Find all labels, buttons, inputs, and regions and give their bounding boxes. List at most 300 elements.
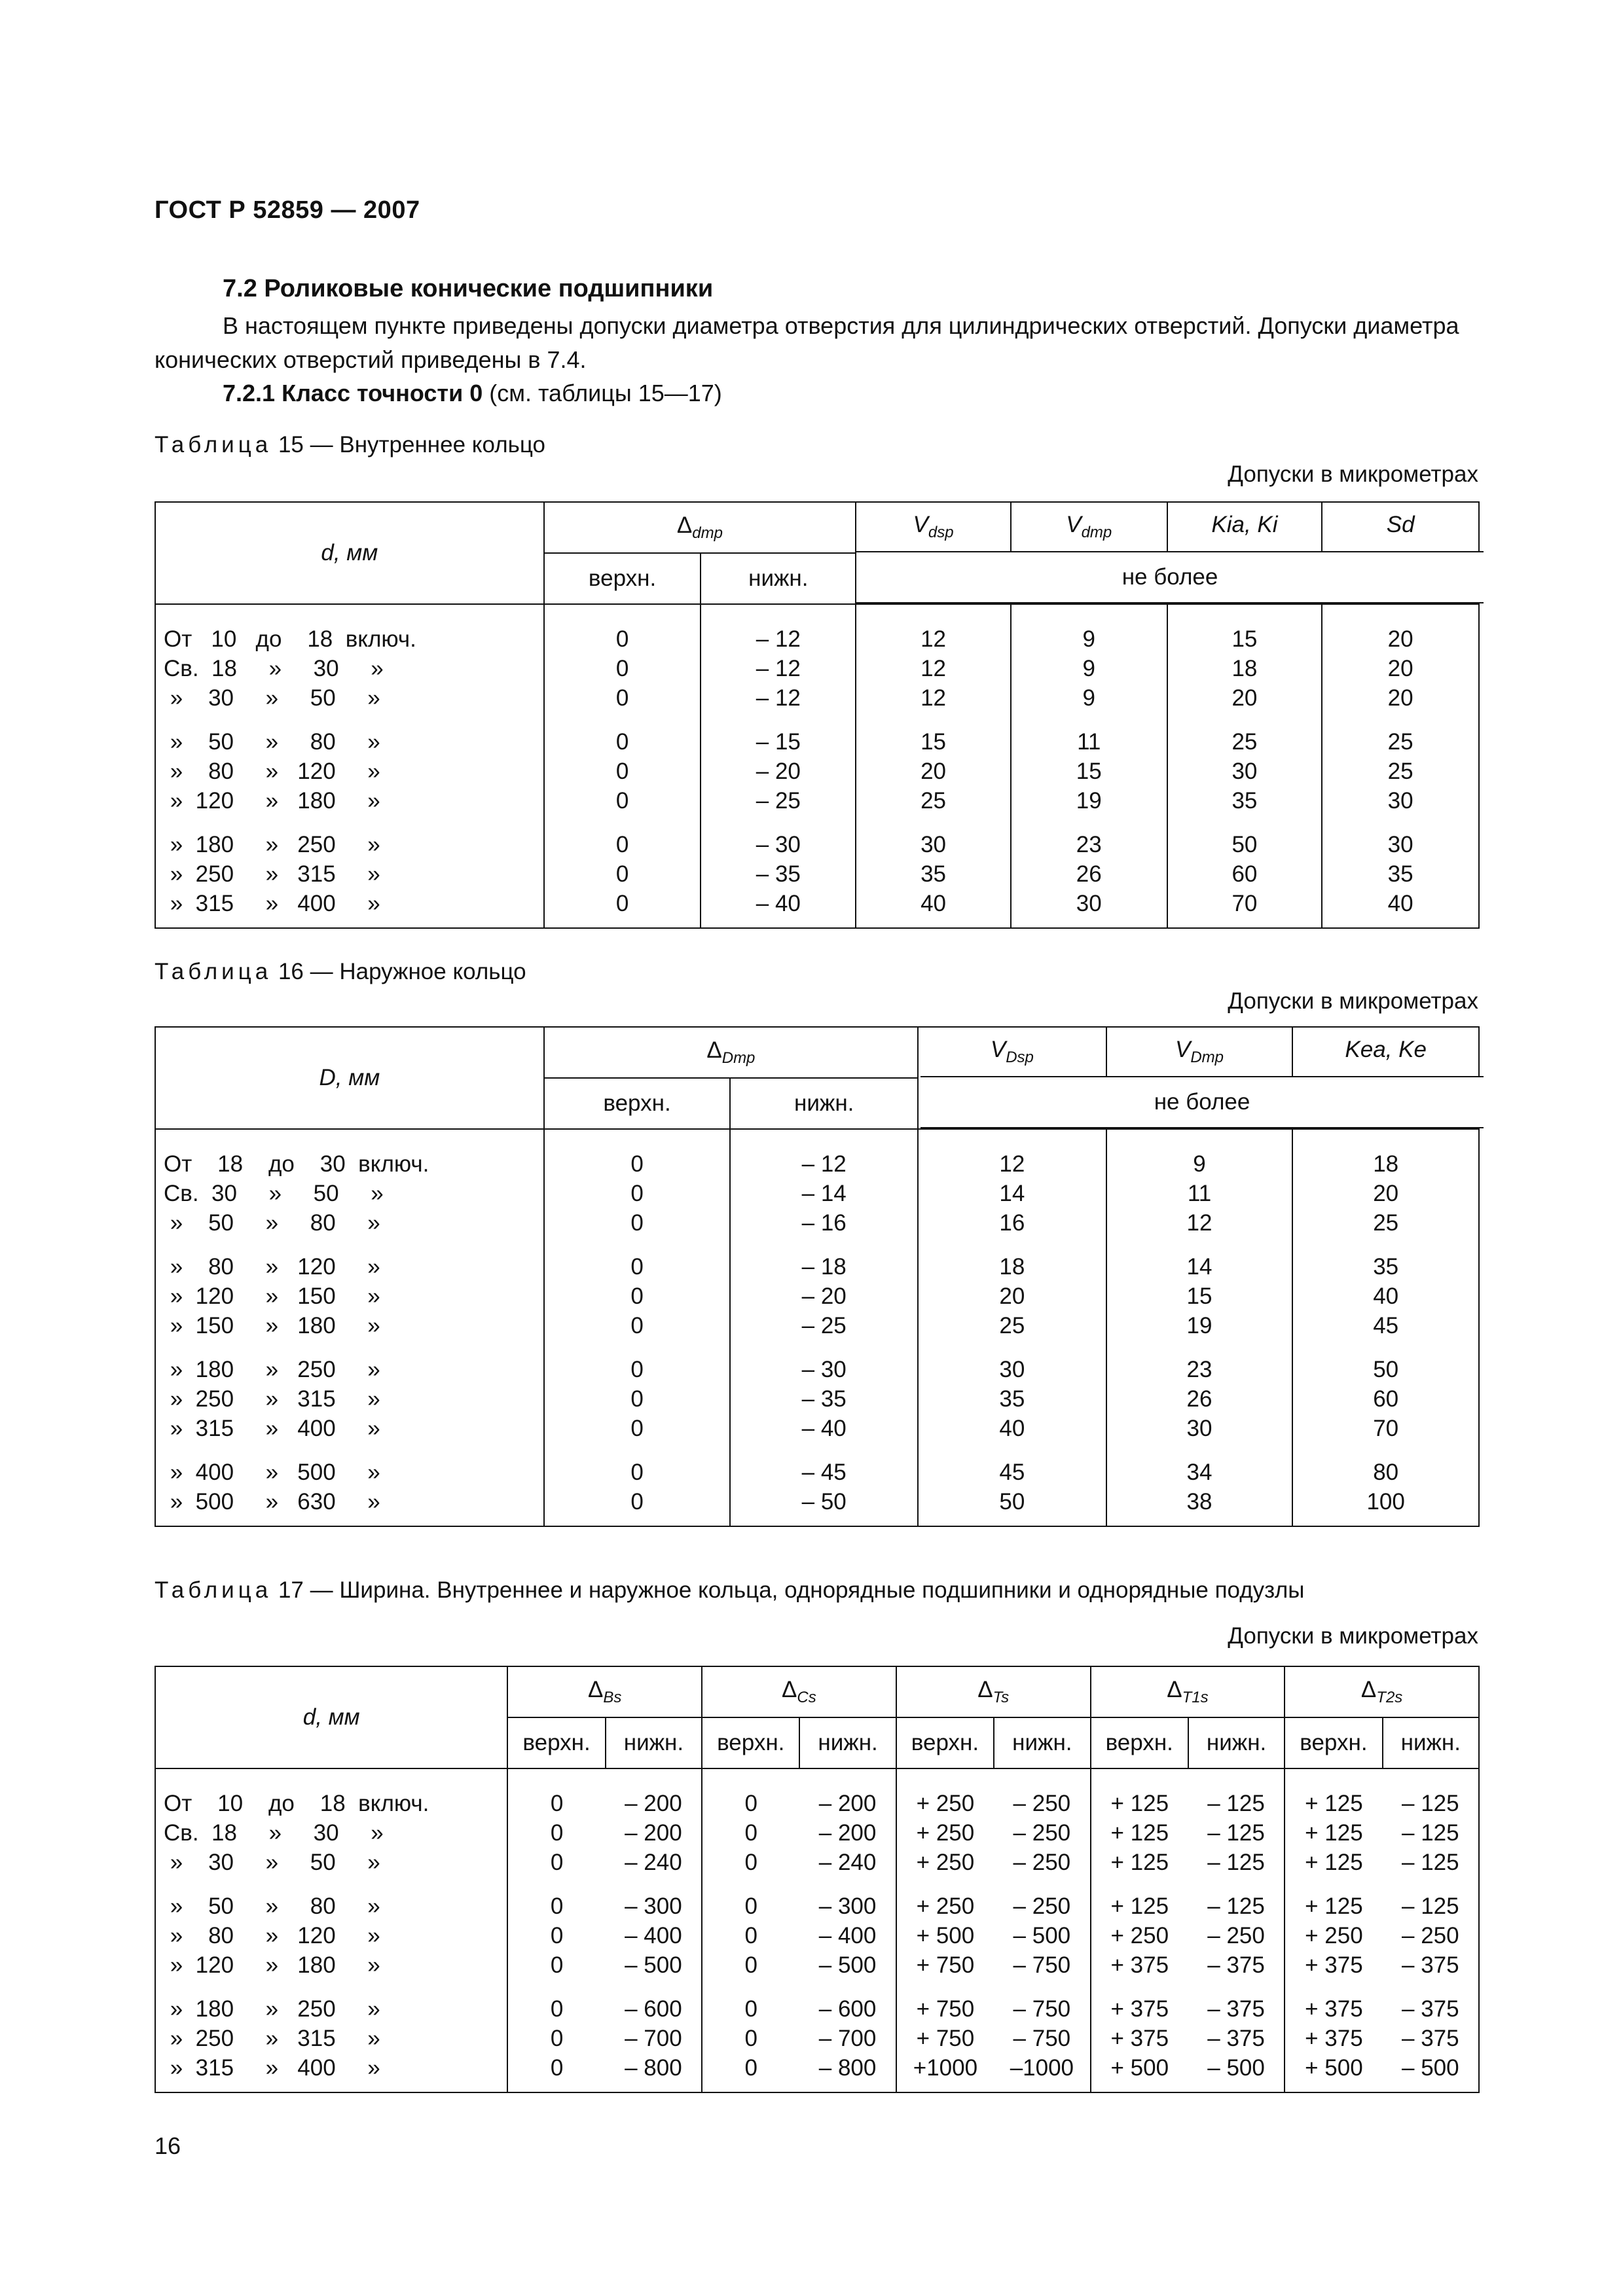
value-cell: – 500 xyxy=(1188,2053,1285,2092)
value-cell: + 125 xyxy=(1091,1848,1188,1877)
up-cell: 0 xyxy=(544,1340,731,1384)
s-cell: 20 xyxy=(1322,604,1479,654)
v1-cell: 14 xyxy=(918,1179,1106,1208)
value-cell: + 750 xyxy=(896,1980,994,2024)
table15-caption xyxy=(155,432,545,458)
up-cell: 0 xyxy=(544,1179,731,1208)
k-cell: 18 xyxy=(1167,654,1322,683)
v2-cell: 23 xyxy=(1011,816,1167,859)
k-cell: 20 xyxy=(1167,683,1322,713)
value-cell: 0 xyxy=(702,1848,799,1877)
v2-cell: 11 xyxy=(1106,1179,1293,1208)
value-cell: + 125 xyxy=(1091,1818,1188,1848)
value-cell: – 125 xyxy=(1188,1848,1285,1877)
k-cell: 60 xyxy=(1167,859,1322,889)
v2-cell: 9 xyxy=(1011,683,1167,713)
table-row xyxy=(155,1848,1479,1877)
table-row xyxy=(155,1980,1479,2024)
s-cell: 20 xyxy=(1322,654,1479,683)
v1-cell: 16 xyxy=(918,1208,1106,1238)
table-row xyxy=(155,1443,1479,1487)
low-cell: – 30 xyxy=(701,816,856,859)
value-cell: – 200 xyxy=(606,1768,702,1818)
col-lower: нижн. xyxy=(1188,1717,1285,1768)
col-group-t2s: $\Delta_{T2s}$ xyxy=(1285,1666,1479,1717)
low-cell: – 25 xyxy=(730,1311,918,1340)
range-cell: » 315 » 400 » xyxy=(155,2053,507,2092)
value-cell: + 500 xyxy=(1091,2053,1188,2092)
s-cell: 20 xyxy=(1322,683,1479,713)
range-cell: От 10 до 18 включ. xyxy=(155,604,544,654)
table-17 xyxy=(155,1666,1480,2093)
value-cell: + 250 xyxy=(896,1848,994,1877)
table-row xyxy=(155,1208,1479,1238)
s-cell: 30 xyxy=(1322,816,1479,859)
low-cell: – 35 xyxy=(730,1384,918,1414)
value-cell: – 200 xyxy=(606,1818,702,1848)
table-row xyxy=(155,604,1479,654)
v2-cell: 19 xyxy=(1011,786,1167,816)
range-cell: » 315 » 400 » xyxy=(155,889,544,928)
value-cell: + 250 xyxy=(1091,1921,1188,1950)
range-cell: От 18 до 30 включ. xyxy=(155,1129,544,1179)
range-cell: » 180 » 250 » xyxy=(155,816,544,859)
low-cell: – 18 xyxy=(730,1238,918,1282)
value-cell: + 125 xyxy=(1285,1768,1382,1818)
value-cell: – 750 xyxy=(994,1950,1090,1980)
col-vdsp: $V_{dsp}$ xyxy=(856,502,1011,604)
k-cell: 15 xyxy=(1167,604,1322,654)
v2-cell: 26 xyxy=(1106,1384,1293,1414)
k-cell: 35 xyxy=(1292,1238,1479,1282)
table-row xyxy=(155,1282,1479,1311)
low-cell: – 50 xyxy=(730,1487,918,1526)
units-note: Допуски в микрометрах xyxy=(1228,461,1478,487)
value-cell: + 500 xyxy=(896,1921,994,1950)
v1-cell: 30 xyxy=(856,816,1011,859)
table-row xyxy=(155,713,1479,757)
up-cell: 0 xyxy=(544,757,701,786)
v1-cell: 25 xyxy=(856,786,1011,816)
col-D: D, мм xyxy=(155,1027,544,1129)
range-cell: » 50 » 80 » xyxy=(155,713,544,757)
col-vDmp: $V_{Dmp}$ xyxy=(1106,1027,1293,1129)
v2-cell: 15 xyxy=(1011,757,1167,786)
value-cell: + 375 xyxy=(1091,1980,1188,2024)
range-cell: » 120 » 150 » xyxy=(155,1282,544,1311)
value-cell: + 500 xyxy=(1285,2053,1382,2092)
value-cell: – 240 xyxy=(799,1848,896,1877)
caption-text: 16 — Наружное кольцо xyxy=(278,959,526,984)
v2-cell: 14 xyxy=(1106,1238,1293,1282)
v1-cell: 40 xyxy=(918,1414,1106,1443)
col-group-cs: $\Delta_{Cs}$ xyxy=(702,1666,896,1717)
col-upper: верхн. xyxy=(507,1717,605,1768)
value-cell: +1000 xyxy=(896,2053,994,2092)
range-cell: » 180 » 250 » xyxy=(155,1340,544,1384)
k-cell: 60 xyxy=(1292,1384,1479,1414)
value-cell: – 375 xyxy=(1188,2024,1285,2053)
v1-cell: 12 xyxy=(856,604,1011,654)
value-cell: + 375 xyxy=(1285,1980,1382,2024)
col-lower: нижн. xyxy=(730,1078,918,1129)
col-upper: верхн. xyxy=(1091,1717,1188,1768)
subsection-note: (см. таблицы 15—17) xyxy=(489,380,722,406)
col-upper: верхн. xyxy=(1285,1717,1382,1768)
value-cell: + 125 xyxy=(1091,1768,1188,1818)
v2-cell: 19 xyxy=(1106,1311,1293,1340)
table16-caption xyxy=(155,959,526,985)
value-cell: – 375 xyxy=(1188,1950,1285,1980)
subsection-heading xyxy=(223,380,722,407)
k-cell: 45 xyxy=(1292,1311,1479,1340)
v2-cell: 38 xyxy=(1106,1487,1293,1526)
value-cell: – 240 xyxy=(606,1848,702,1877)
range-cell: » 50 » 80 » xyxy=(155,1208,544,1238)
up-cell: 0 xyxy=(544,1311,731,1340)
value-cell: – 375 xyxy=(1383,1950,1479,1980)
k-cell: 100 xyxy=(1292,1487,1479,1526)
col-delta-dmp: $\Delta_{dmp}$ xyxy=(544,502,856,553)
value-cell: – 250 xyxy=(994,1818,1090,1848)
col-lower: нижн. xyxy=(799,1717,896,1768)
value-cell: 0 xyxy=(702,2053,799,2092)
s-cell: 25 xyxy=(1322,757,1479,786)
k-cell: 70 xyxy=(1167,889,1322,928)
v1-cell: 12 xyxy=(856,654,1011,683)
value-cell: – 375 xyxy=(1383,2024,1479,2053)
low-cell: – 15 xyxy=(701,713,856,757)
s-cell: 25 xyxy=(1322,713,1479,757)
v2-cell: 11 xyxy=(1011,713,1167,757)
document-header: ГОСТ Р 52859 — 2007 xyxy=(155,196,420,224)
col-d: d, мм xyxy=(155,1666,507,1768)
value-cell: – 125 xyxy=(1188,1768,1285,1818)
value-cell: – 125 xyxy=(1383,1818,1479,1848)
table-row xyxy=(155,2024,1479,2053)
value-cell: – 700 xyxy=(799,2024,896,2053)
units-note: Допуски в микрометрах xyxy=(1228,988,1478,1014)
col-upper: верхн. xyxy=(896,1717,994,1768)
value-cell: – 250 xyxy=(994,1877,1090,1921)
col-upper: верхн. xyxy=(544,553,701,604)
value-cell: – 500 xyxy=(994,1921,1090,1950)
low-cell: – 40 xyxy=(701,889,856,928)
range-cell: От 10 до 18 включ. xyxy=(155,1768,507,1818)
table-row xyxy=(155,859,1479,889)
table-row xyxy=(155,786,1479,816)
up-cell: 0 xyxy=(544,1487,731,1526)
v1-cell: 12 xyxy=(918,1129,1106,1179)
v1-cell: 30 xyxy=(918,1340,1106,1384)
v1-cell: 18 xyxy=(918,1238,1106,1282)
up-cell: 0 xyxy=(544,1443,731,1487)
low-cell: – 45 xyxy=(730,1443,918,1487)
value-cell: 0 xyxy=(702,2024,799,2053)
v2-cell: 12 xyxy=(1106,1208,1293,1238)
col-group-bs: $\Delta_{Bs}$ xyxy=(507,1666,702,1717)
low-cell: – 25 xyxy=(701,786,856,816)
caption-word: Таблица xyxy=(155,959,272,984)
low-cell: – 12 xyxy=(730,1129,918,1179)
table-row xyxy=(155,1129,1479,1179)
range-cell: » 180 » 250 » xyxy=(155,1980,507,2024)
value-cell: – 250 xyxy=(1188,1921,1285,1950)
table-row xyxy=(155,1311,1479,1340)
value-cell: – 300 xyxy=(799,1877,896,1921)
value-cell: 0 xyxy=(702,1950,799,1980)
value-cell: + 375 xyxy=(1285,1950,1382,1980)
not-more-label: не более xyxy=(921,1076,1484,1128)
col-vdmp: $V_{dmp}$ xyxy=(1011,502,1167,604)
value-cell: – 375 xyxy=(1383,1980,1479,2024)
range-cell: » 400 » 500 » xyxy=(155,1443,544,1487)
up-cell: 0 xyxy=(544,859,701,889)
units-note: Допуски в микрометрах xyxy=(1228,1623,1478,1649)
up-cell: 0 xyxy=(544,654,701,683)
table-row xyxy=(155,1414,1479,1443)
range-cell: » 250 » 315 » xyxy=(155,859,544,889)
range-cell: » 250 » 315 » xyxy=(155,2024,507,2053)
low-cell: – 12 xyxy=(701,604,856,654)
value-cell: – 600 xyxy=(606,1980,702,2024)
up-cell: 0 xyxy=(544,1129,731,1179)
up-cell: 0 xyxy=(544,1282,731,1311)
section-title: Роликовые конические подшипники xyxy=(264,275,714,302)
range-cell: » 250 » 315 » xyxy=(155,1384,544,1414)
v1-cell: 50 xyxy=(918,1487,1106,1526)
k-cell: 80 xyxy=(1292,1443,1479,1487)
value-cell: + 250 xyxy=(896,1818,994,1848)
v1-cell: 45 xyxy=(918,1443,1106,1487)
value-cell: – 125 xyxy=(1188,1877,1285,1921)
value-cell: – 300 xyxy=(606,1877,702,1921)
up-cell: 0 xyxy=(544,816,701,859)
value-cell: – 500 xyxy=(799,1950,896,1980)
low-cell: – 20 xyxy=(701,757,856,786)
caption-text: 15 — Внутреннее кольцо xyxy=(278,432,545,457)
low-cell: – 14 xyxy=(730,1179,918,1208)
s-cell: 40 xyxy=(1322,889,1479,928)
table-row xyxy=(155,757,1479,786)
value-cell: 0 xyxy=(507,1818,605,1848)
value-cell: + 250 xyxy=(896,1768,994,1818)
k-cell: 40 xyxy=(1292,1282,1479,1311)
value-cell: – 400 xyxy=(799,1921,896,1950)
k-cell: 18 xyxy=(1292,1129,1479,1179)
table-row xyxy=(155,1877,1479,1921)
table-row xyxy=(155,889,1479,928)
value-cell: – 250 xyxy=(994,1768,1090,1818)
value-cell: – 600 xyxy=(799,1980,896,2024)
value-cell: + 750 xyxy=(896,1950,994,1980)
range-cell: Св. 30 » 50 » xyxy=(155,1179,544,1208)
value-cell: 0 xyxy=(507,1768,605,1818)
low-cell: – 16 xyxy=(730,1208,918,1238)
subsection-title: Класс точности 0 xyxy=(282,380,483,406)
value-cell: – 500 xyxy=(606,1950,702,1980)
range-cell: » 500 » 630 » xyxy=(155,1487,544,1526)
v1-cell: 25 xyxy=(918,1311,1106,1340)
range-cell: » 315 » 400 » xyxy=(155,1414,544,1443)
value-cell: 0 xyxy=(702,1980,799,2024)
value-cell: – 125 xyxy=(1383,1877,1479,1921)
value-cell: + 375 xyxy=(1285,2024,1382,2053)
v1-cell: 15 xyxy=(856,713,1011,757)
col-lower: нижн. xyxy=(994,1717,1090,1768)
v2-cell: 23 xyxy=(1106,1340,1293,1384)
v2-cell: 34 xyxy=(1106,1443,1293,1487)
table-row xyxy=(155,1818,1479,1848)
k-cell: 30 xyxy=(1167,757,1322,786)
value-cell: – 200 xyxy=(799,1768,896,1818)
value-cell: 0 xyxy=(702,1921,799,1950)
value-cell: – 375 xyxy=(1188,1980,1285,2024)
value-cell: + 125 xyxy=(1091,1877,1188,1921)
v1-cell: 12 xyxy=(856,683,1011,713)
v2-cell: 9 xyxy=(1011,604,1167,654)
table-row xyxy=(155,654,1479,683)
value-cell: 0 xyxy=(507,1980,605,2024)
table-row xyxy=(155,2053,1479,2092)
range-cell: » 30 » 50 » xyxy=(155,683,544,713)
page-number: 16 xyxy=(155,2132,181,2159)
not-more-label: не более xyxy=(856,551,1484,603)
k-cell: 50 xyxy=(1292,1340,1479,1384)
range-cell: » 150 » 180 » xyxy=(155,1311,544,1340)
value-cell: 0 xyxy=(702,1818,799,1848)
value-cell: – 125 xyxy=(1383,1848,1479,1877)
table-row xyxy=(155,1487,1479,1526)
table-row xyxy=(155,1340,1479,1384)
up-cell: 0 xyxy=(544,604,701,654)
value-cell: – 125 xyxy=(1383,1768,1479,1818)
range-cell: » 80 » 120 » xyxy=(155,1238,544,1282)
col-group-t1s: $\Delta_{T1s}$ xyxy=(1091,1666,1285,1717)
value-cell: – 700 xyxy=(606,2024,702,2053)
v1-cell: 40 xyxy=(856,889,1011,928)
intro-paragraph: В настоящем пункте приведены допуски диаметра отверстия для цилиндрических отверстий. Допуски диаметра конических отверстий приведены в 7.4. xyxy=(155,312,1459,373)
value-cell: – 750 xyxy=(994,1980,1090,2024)
up-cell: 0 xyxy=(544,1414,731,1443)
value-cell: 0 xyxy=(507,1848,605,1877)
k-cell: 70 xyxy=(1292,1414,1479,1443)
v2-cell: 26 xyxy=(1011,859,1167,889)
v2-cell: 9 xyxy=(1106,1129,1293,1179)
low-cell: – 30 xyxy=(730,1340,918,1384)
col-d: d, мм xyxy=(155,502,544,604)
value-cell: + 750 xyxy=(896,2024,994,2053)
s-cell: 35 xyxy=(1322,859,1479,889)
range-cell: Св. 18 » 30 » xyxy=(155,1818,507,1848)
v1-cell: 20 xyxy=(918,1282,1106,1311)
section-heading xyxy=(223,275,713,303)
col-kia: Kia, Ki xyxy=(1167,502,1322,604)
value-cell: – 800 xyxy=(606,2053,702,2092)
up-cell: 0 xyxy=(544,786,701,816)
col-sd: Sd xyxy=(1322,502,1479,604)
table-row xyxy=(155,1950,1479,1980)
range-cell: Св. 18 » 30 » xyxy=(155,654,544,683)
k-cell: 25 xyxy=(1167,713,1322,757)
k-cell: 25 xyxy=(1292,1208,1479,1238)
col-lower: нижн. xyxy=(606,1717,702,1768)
value-cell: – 250 xyxy=(994,1848,1090,1877)
up-cell: 0 xyxy=(544,713,701,757)
value-cell: + 250 xyxy=(1285,1921,1382,1950)
v1-cell: 35 xyxy=(856,859,1011,889)
value-cell: –1000 xyxy=(994,2053,1090,2092)
table-row xyxy=(155,1921,1479,1950)
k-cell: 50 xyxy=(1167,816,1322,859)
value-cell: + 125 xyxy=(1285,1877,1382,1921)
k-cell: 20 xyxy=(1292,1179,1479,1208)
caption-word: Таблица xyxy=(155,1577,272,1603)
up-cell: 0 xyxy=(544,1384,731,1414)
value-cell: 0 xyxy=(507,2053,605,2092)
value-cell: + 125 xyxy=(1285,1818,1382,1848)
range-cell: » 30 » 50 » xyxy=(155,1848,507,1877)
v2-cell: 30 xyxy=(1011,889,1167,928)
col-upper: верхн. xyxy=(702,1717,799,1768)
value-cell: – 800 xyxy=(799,2053,896,2092)
value-cell: – 125 xyxy=(1188,1818,1285,1848)
range-cell: » 120 » 180 » xyxy=(155,786,544,816)
value-cell: + 375 xyxy=(1091,1950,1188,1980)
value-cell: 0 xyxy=(507,1950,605,1980)
section-number: 7.2 xyxy=(223,275,257,302)
caption-text: 17 — Ширина. Внутреннее и наружное кольца, однорядные подшипники и однорядные подузлы xyxy=(278,1577,1305,1603)
range-cell: » 50 » 80 » xyxy=(155,1877,507,1921)
table-row xyxy=(155,1179,1479,1208)
value-cell: – 250 xyxy=(1383,1921,1479,1950)
low-cell: – 35 xyxy=(701,859,856,889)
up-cell: 0 xyxy=(544,1208,731,1238)
col-vDsp: $V_{Dsp}$ xyxy=(918,1027,1106,1129)
up-cell: 0 xyxy=(544,683,701,713)
value-cell: + 375 xyxy=(1091,2024,1188,2053)
value-cell: + 125 xyxy=(1285,1848,1382,1877)
value-cell: 0 xyxy=(507,1877,605,1921)
range-cell: » 80 » 120 » xyxy=(155,757,544,786)
col-lower: нижн. xyxy=(1383,1717,1479,1768)
value-cell: – 750 xyxy=(994,2024,1090,2053)
table-row xyxy=(155,816,1479,859)
table17-caption xyxy=(155,1577,1304,1604)
v1-cell: 20 xyxy=(856,757,1011,786)
value-cell: 0 xyxy=(507,2024,605,2053)
col-lower: нижн. xyxy=(701,553,856,604)
v1-cell: 35 xyxy=(918,1384,1106,1414)
caption-word: Таблица xyxy=(155,432,272,457)
up-cell: 0 xyxy=(544,889,701,928)
subsection-number: 7.2.1 xyxy=(223,380,276,406)
value-cell: + 250 xyxy=(896,1877,994,1921)
table-row xyxy=(155,1238,1479,1282)
table-row xyxy=(155,683,1479,713)
low-cell: – 20 xyxy=(730,1282,918,1311)
col-group-ts: $\Delta_{Ts}$ xyxy=(896,1666,1091,1717)
k-cell: 35 xyxy=(1167,786,1322,816)
col-delta-Dmp: $\Delta_{Dmp}$ xyxy=(544,1027,918,1078)
v2-cell: 30 xyxy=(1106,1414,1293,1443)
low-cell: – 40 xyxy=(730,1414,918,1443)
value-cell: – 500 xyxy=(1383,2053,1479,2092)
value-cell: – 200 xyxy=(799,1818,896,1848)
table-row xyxy=(155,1384,1479,1414)
value-cell: – 400 xyxy=(606,1921,702,1950)
range-cell: » 80 » 120 » xyxy=(155,1921,507,1950)
